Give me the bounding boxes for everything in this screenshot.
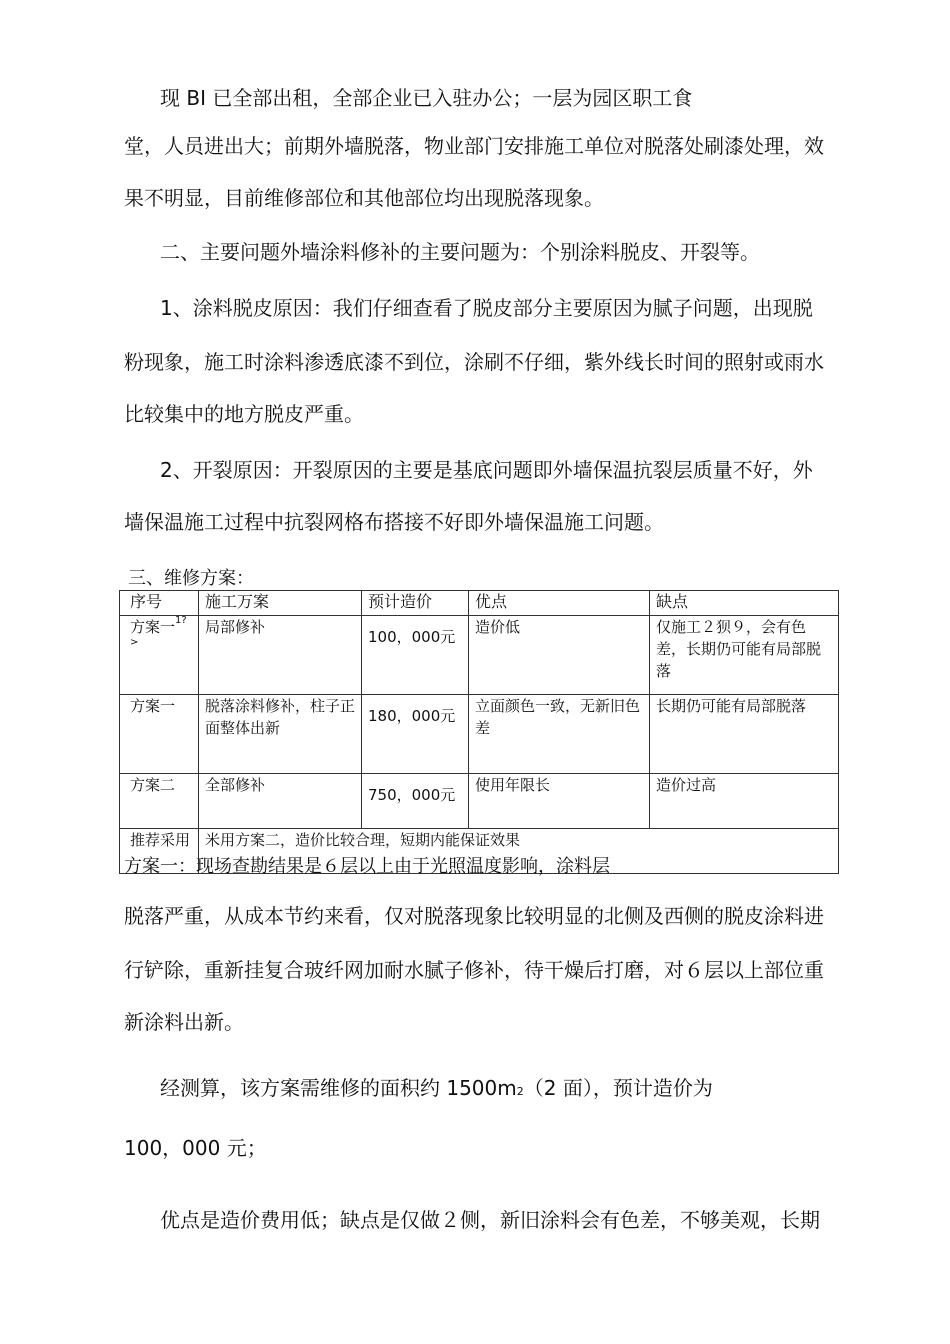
header-cell: 优点 xyxy=(469,591,650,616)
plan1-line2: 脱落严重，从成本节约来看，仅对脱落现象比较明显的北侧及西侧的脱皮涂料进 xyxy=(124,904,824,928)
header-cell: 缺点 xyxy=(650,591,839,616)
pro-cell: 使用年限长 xyxy=(469,774,650,829)
con-cell: 造价过高 xyxy=(650,774,839,829)
item1-line1: 1、涂料脱皮原因：我们仔细查看了脱皮部分主要原因为腻子问题，出现脱 xyxy=(160,296,813,320)
area-unit-sub: 2 xyxy=(516,1085,524,1098)
table-row xyxy=(120,774,839,829)
item1-line2: 粉现象，施工时涂料渗透底漆不到位，涂刷不仔细，紫外线长时间的照射或雨水 xyxy=(124,350,824,374)
area-line xyxy=(160,1076,713,1104)
price-cell: 100，000元 xyxy=(362,616,469,695)
plan1-line3: 行铲除，重新挂复合玻纤网加耐水腻子修补，待干燥后打磨，对６层以上部位重 xyxy=(124,958,824,982)
price-cell: 750，000元 xyxy=(362,774,469,829)
plan-cell: 全部修补 xyxy=(199,774,362,829)
recommend-label: 推荐采用 xyxy=(120,829,199,874)
recommend-text: 米用方案二，造价比较合理，短期内能保证效果 xyxy=(199,829,839,874)
item2-line1: 2、开裂原因：开裂原因的主要是基底问题即外墙保温抗裂层质量不好，外 xyxy=(160,458,813,482)
pros-cons-line: 优点是造价费用低；缺点是仅做２侧，新旧涂料会有色差，不够美观，长期 xyxy=(160,1208,820,1232)
plan-number-cell: 方案二 xyxy=(120,774,199,829)
plan-mark: 1?> xyxy=(130,615,187,648)
table-header-row xyxy=(120,591,839,616)
plan-number-cell: 方案一 xyxy=(120,695,199,774)
plan-number: 方案一 xyxy=(130,618,176,636)
item2-line2: 墙保温施工过程中抗裂网格布搭接不好即外墙保温施工问题。 xyxy=(124,510,664,534)
plan1-line4: 新涂料出新。 xyxy=(124,1010,244,1034)
table-row xyxy=(120,616,839,695)
header-cell: 预计造价 xyxy=(362,591,469,616)
header-cell: 序号 xyxy=(120,591,199,616)
item1-line3: 比较集中的地方脱皮严重。 xyxy=(124,402,364,426)
plan-table xyxy=(119,590,839,874)
con-cell: 长期仍可能有局部脱落 xyxy=(650,695,839,774)
para1-line1: 现 BI 已全部出租，全部企业已入驻办公；一层为园区职工食 xyxy=(160,86,693,110)
section3-heading: 三、维修方案： xyxy=(128,568,254,589)
con-cell: 仅施工２狈９，会有色差，长期仍可能有局部脱落 xyxy=(650,616,839,695)
plan-cell: 脱落涂料修补，柱子正面整体出新 xyxy=(199,695,362,774)
plan-number-cell xyxy=(120,616,199,695)
pro-cell: 立面颜色一致，无新旧色差 xyxy=(469,695,650,774)
para1-line3: 果不明显，目前维修部位和其他部位均出现脱落现象。 xyxy=(124,186,604,210)
plan1-line1: 方案一：现场查勘结果是６层以上由于光照温度影响，涂料层 xyxy=(124,856,610,877)
area-text: 经测算，该方案需维修的面积约 1500m xyxy=(160,1076,517,1100)
header-cell: 施工万案 xyxy=(199,591,362,616)
pro-cell: 造价低 xyxy=(469,616,650,695)
price-cell: 180，000元 xyxy=(362,695,469,774)
area-text-post: （2 面），预计造价为 xyxy=(523,1076,713,1100)
table-row xyxy=(120,695,839,774)
cost-line: 100，000 元； xyxy=(124,1136,267,1160)
section2-heading: 二、主要问题外墙涂料修补的主要问题为：个别涂料脱皮、开裂等。 xyxy=(160,240,760,264)
plan-cell: 局部修补 xyxy=(199,616,362,695)
para1-line2: 堂，人员进出大；前期外墙脱落，物业部门安排施工单位对脱落处刷漆处理，效 xyxy=(124,134,824,158)
